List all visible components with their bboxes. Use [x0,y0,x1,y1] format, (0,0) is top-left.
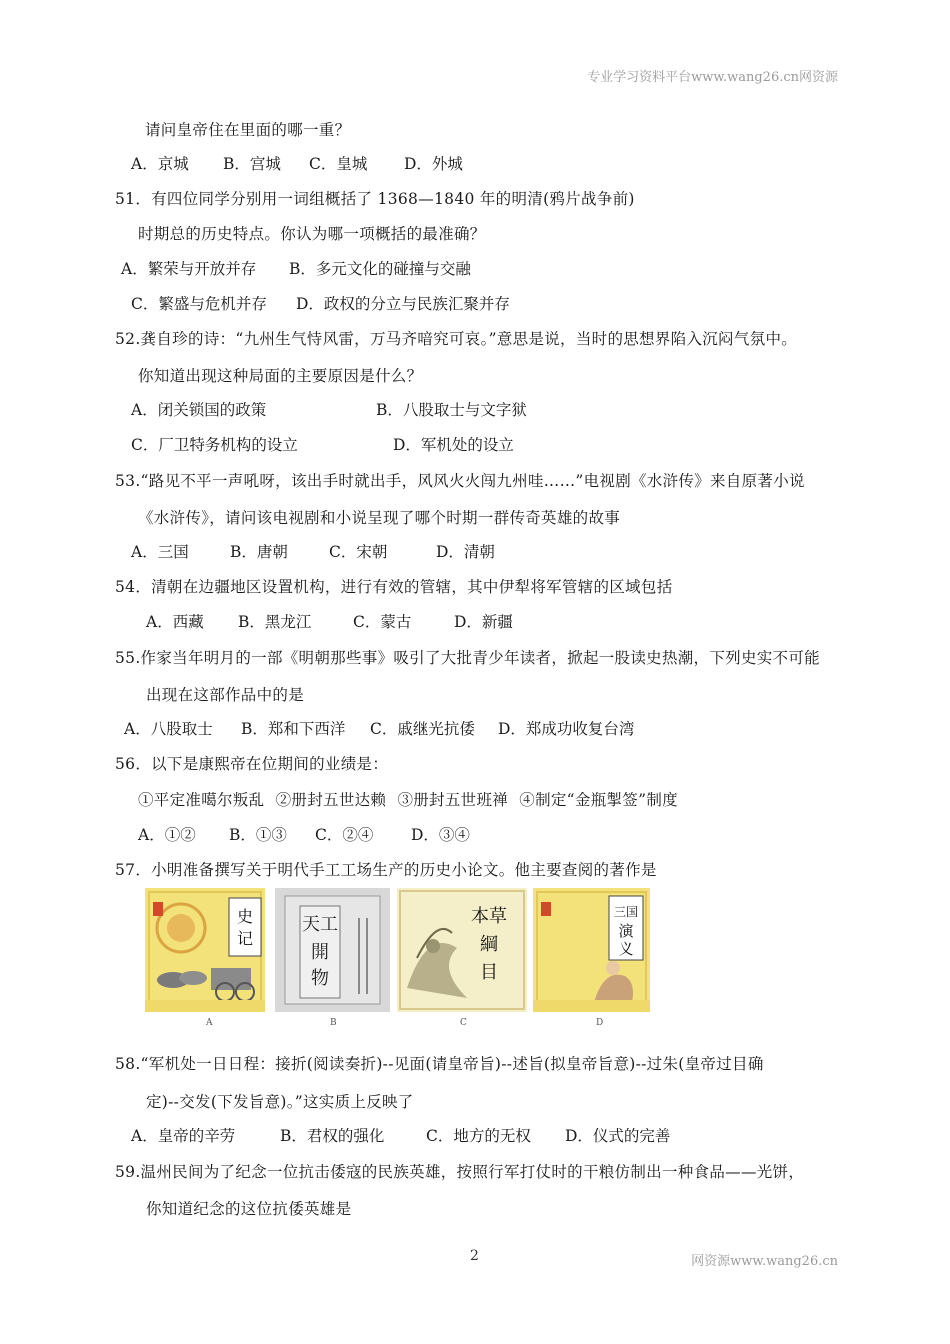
q53-option-a: A．三国 [131,543,189,561]
q54-option-b: B．黑龙江 [238,613,312,631]
q52-option-b: B．八股取士与文字狱 [376,401,527,419]
cover-c-caption: C [460,1018,467,1028]
q50-option-a: A．京城 [131,155,189,173]
q56-stem-1: 56．以下是康熙帝在位期间的业绩是： [115,755,389,773]
q52-option-d: D．军机处的设立 [393,436,514,454]
q55-stem-2: 出现在这部作品中的是 [146,686,305,704]
q51-stem-2: 时期总的历史特点。你认为哪一项概括的最准确？ [138,225,486,243]
q59-stem-1: 59.温州民间为了纪念一位抗击倭寇的民族英雄，按照行军打仗时的干粮仿制出一种食品——光饼， [115,1163,805,1181]
q51-stem-1: 51．有四位同学分别用一词组概括了 1368—1840 年的明清(鸦片战争前) [115,190,635,208]
q54-option-a: A．西藏 [146,613,204,631]
q52-stem-1: 52.龚自珍的诗：“九州生气恃风雷，万马齐喑究可哀。”意思是说，当时的思想界陷入沉闷气氛中。 [115,330,798,348]
q57-stem: 57．小明准备撰写关于明代手工工场生产的历史小论文。他主要查阅的著作是 [115,861,657,879]
q52-option-a: A．闭关锁国的政策 [131,401,267,419]
cover-d-caption: D [596,1018,604,1028]
q56-option-a: A．①② [138,826,196,844]
book-covers [145,888,650,1013]
q53-option-c: C．宋朝 [329,543,388,561]
svg-text:天工: 天工 [302,914,338,935]
cover-a-caption: A [206,1018,213,1028]
q53-stem-1: 53.“路见不平一声吼呀，该出手时就出手，风风火火闯九州哇……”电视剧《水浒传》来自原著小说 [115,472,805,490]
q51-option-b: B．多元文化的碰撞与交融 [289,260,471,278]
footer-site: 网资源www.wang26.cn [691,1254,838,1269]
cover-b-image [275,888,390,1012]
cover-d-image [533,888,650,1012]
q56-option-c: C．②④ [315,826,374,844]
cover-c-image [397,888,527,1012]
q53-option-b: B．唐朝 [230,543,288,561]
svg-text:记: 记 [236,929,254,948]
svg-text:三国: 三国 [613,905,639,919]
q54-option-c: C．蒙古 [353,613,412,631]
svg-text:演: 演 [618,922,634,940]
q58-option-b: B．君权的强化 [280,1127,385,1145]
q58-option-c: C．地方的无权 [426,1127,531,1145]
q58-stem-2: 定)--交发(下发旨意)。”这实质上反映了 [146,1093,414,1111]
q56-stem-2: ①平定准噶尔叛乱 ②册封五世达赖 ③册封五世班禅 ④制定“金瓶掣签”制度 [138,791,678,809]
header-site: 专业学习资料平台www.wang26.cn网资源 [587,70,838,85]
q58-stem-1: 58.“军机处一日日程：接折(阅读奏折)--见面(请皇帝旨)--述旨(拟皇帝旨意)--过朱(皇帝过目确 [115,1055,764,1073]
svg-text:史: 史 [236,907,254,926]
q55-option-a: A．八股取士 [124,720,213,738]
q55-option-b: B．郑和下西洋 [241,720,346,738]
q52-option-c: C．厂卫特务机构的设立 [131,436,298,454]
q54-stem: 54．清朝在边疆地区设置机构，进行有效的管辖，其中伊犁将军管辖的区域包括 [115,578,673,596]
q54-option-d: D．新疆 [454,613,513,631]
q55-option-c: C．戚继光抗倭 [370,720,475,738]
q55-stem-1: 55.作家当年明月的一部《明朝那些事》吸引了大批青少年读者，掀起一股读史热潮，下列史实不可能 [115,649,820,667]
q55-option-d: D．郑成功收复台湾 [498,720,635,738]
q59-stem-2: 你知道纪念的这位抗倭英雄是 [146,1200,352,1218]
q50-option-c: C．皇城 [309,155,368,173]
page-number: 2 [470,1248,479,1264]
q50-tail: 请问皇帝住在里面的哪一重？ [145,121,351,139]
q51-option-c: C．繁盛与危机并存 [131,295,267,313]
svg-text:開: 開 [311,942,329,963]
cover-a-image [145,888,265,1012]
q52-stem-2: 你知道出现这种局面的主要原因是什么？ [138,367,423,385]
q56-option-d: D．③④ [411,826,470,844]
cover-b-caption: B [330,1018,337,1028]
q53-stem-2: 《水浒传》，请问该电视剧和小说呈现了哪个时期一群传奇英雄的故事 [138,509,621,527]
q51-option-d: D．政权的分立与民族汇聚并存 [296,295,510,313]
q53-option-d: D．清朝 [436,543,495,561]
svg-text:目: 目 [480,962,498,983]
svg-text:义: 义 [618,940,634,958]
q51-option-a: A．繁荣与开放并存 [121,260,257,278]
q58-option-a: A．皇帝的辛劳 [131,1127,236,1145]
q56-option-b: B．①③ [229,826,287,844]
svg-text:物: 物 [311,968,329,989]
q50-option-b: B．宫城 [223,155,281,173]
svg-text:綱: 綱 [480,934,498,955]
q50-option-d: D．外城 [404,155,463,173]
svg-text:本草: 本草 [471,906,507,927]
q58-option-d: D．仪式的完善 [565,1127,671,1145]
